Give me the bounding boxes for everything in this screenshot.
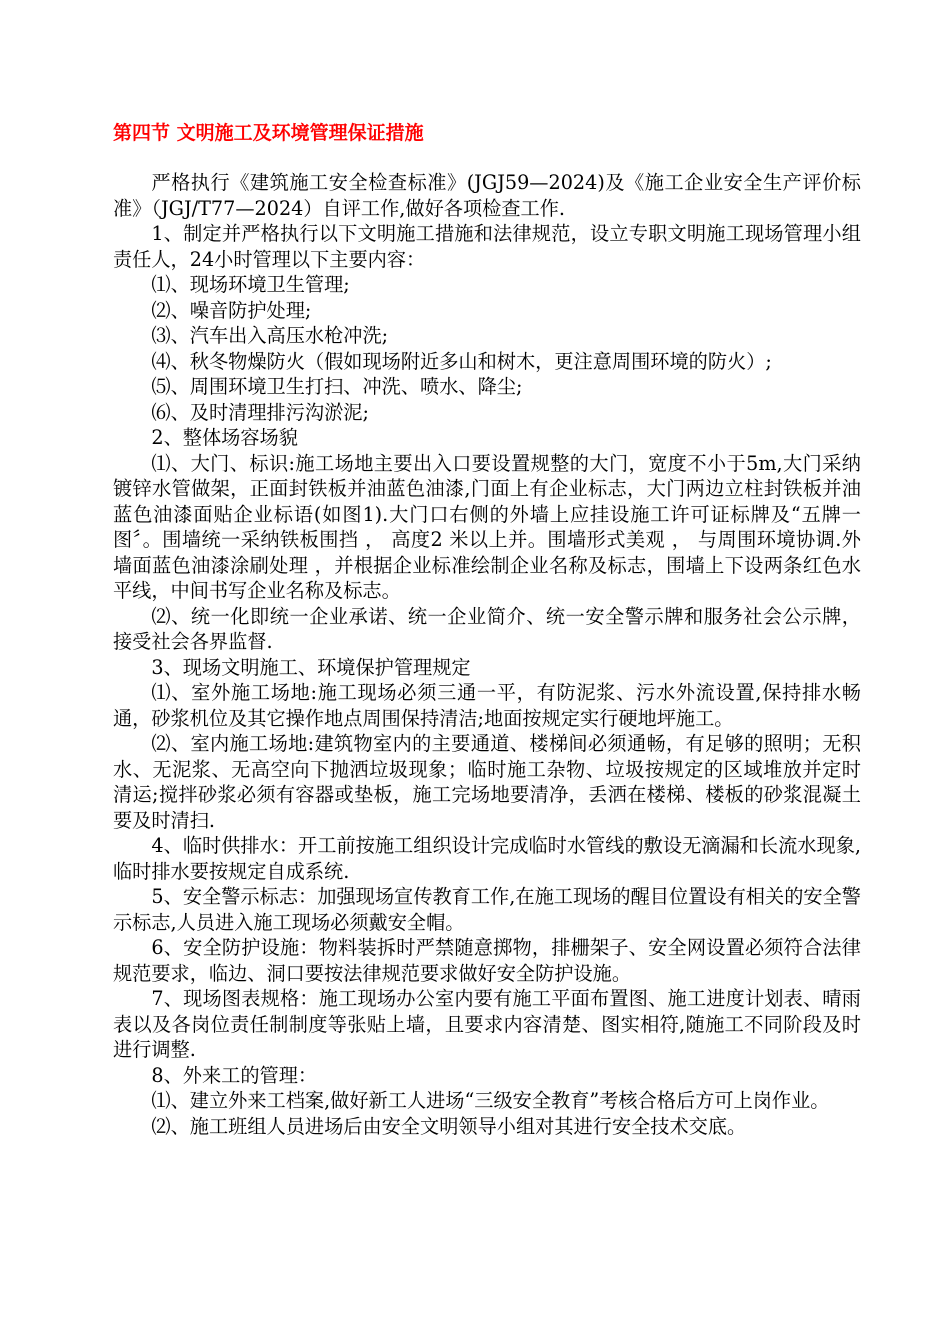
paragraph: ⑴、大门、标识:施工场地主要出入口要设置规整的大门，宽度不小于5m,大门采纳镀锌水管做架，正面封铁板并油蓝色油漆,门面上有企业标志，大门两边立柱封铁板并油蓝色油漆面贴企业标语(如图1).大门口右侧的外墙上应挂设施工许可证标牌及“五牌一图〞。围墙统一采纳铁板围挡 ， 高度2 米以上并。围墙形式美观 ， 与周围环境协调.外墙面蓝色油漆涂刷处理 ，并根据企业标准绘制企业名称及标志，围墙上下设两条红色水平线，中间书写企业名称及标志。 <box>113 451 861 602</box>
document-body <box>113 170 861 1139</box>
paragraph: ⑸、周围环境卫生打扫、冲洗、喷水、降尘; <box>151 375 523 398</box>
paragraph: ⑵、统一化即统一企业承诺、统一企业简介、统一安全警示牌和服务社会公示牌，接受社会各界监督. <box>113 604 861 653</box>
paragraph: 6、安全防护设施：物料装拆时严禁随意掷物，排栅架子、安全网设置必须符合法律规范要求，临边、洞口要按法律规范要求做好安全防护设施。 <box>113 936 861 985</box>
paragraph: 1、制定并严格执行以下文明施工措施和法律规范，设立专职文明施工现场管理小组责任人，24小时管理以下主要内容： <box>113 222 861 271</box>
paragraph: 严格执行《建筑施工安全检查标准》(JGJ59—2024)及《施工企业安全生产评价标准》（JGJ/T77—2024）自评工作,做好各项检查工作. <box>113 171 861 220</box>
paragraph: ⑴、现场环境卫生管理; <box>151 273 350 296</box>
paragraph: ⑶、汽车出入高压水枪冲洗; <box>151 324 389 347</box>
paragraph: ⑴、建立外来工档案,做好新工人进场“三级安全教育”考核合格后方可上岗作业。 <box>151 1089 830 1112</box>
paragraph: 8、外来工的管理： <box>151 1063 318 1087</box>
paragraph: ⑹、及时清理排污沟淤泥; <box>151 400 369 424</box>
paragraph: 5、安全警示标志：加强现场宣传教育工作,在施工现场的醒目位置设有相关的安全警示标志,人员进入施工现场必须戴安全帽。 <box>113 885 861 934</box>
paragraph: 2、整体场容场貌 <box>151 426 298 449</box>
paragraph: ⑵、室内施工场地:建筑物室内的主要通道、楼梯间必须通畅，有足够的照明；无积水、无泥浆、无高空向下抛洒垃圾现象；临时施工杂物、垃圾按规定的区域堆放并定时清运;搅拌砂浆必须有容器或垫板，施工完场地要清净，丢洒在楼梯、楼板的砂浆混凝土要及时清扫. <box>113 732 861 832</box>
paragraph: ⑵、施工班组人员进场后由安全文明领导小组对其进行安全技术交底。 <box>151 1114 747 1138</box>
section-title: 第四节 文明施工及环境管理保证措施 <box>113 122 424 144</box>
paragraph: ⑷、秋冬物燥防火（假如现场附近多山和树木，更注意周围环境的防火）; <box>151 349 772 373</box>
paragraph: 4、临时供排水：开工前按施工组织设计完成临时水管线的敷设无滴漏和长流水现象,临时排水要按规定自成系统. <box>113 834 861 883</box>
paragraph: ⑴、室外施工场地:施工现场必须三通一平，有防泥浆、污水外流设置,保持排水畅通，砂浆机位及其它操作地点周围保持清洁;地面按规定实行硬地坪施工。 <box>113 681 861 730</box>
paragraph: ⑵、噪音防护处理; <box>151 298 312 322</box>
paragraph: 3、现场文明施工、环境保护管理规定 <box>151 655 471 679</box>
paragraph: 7、现场图表规格：施工现场办公室内要有施工平面布置图、施工进度计划表、晴雨表以及各岗位责任制制度等张贴上墙，且要求内容清楚、图实相符,随施工不同阶段及时进行调整. <box>113 987 861 1061</box>
